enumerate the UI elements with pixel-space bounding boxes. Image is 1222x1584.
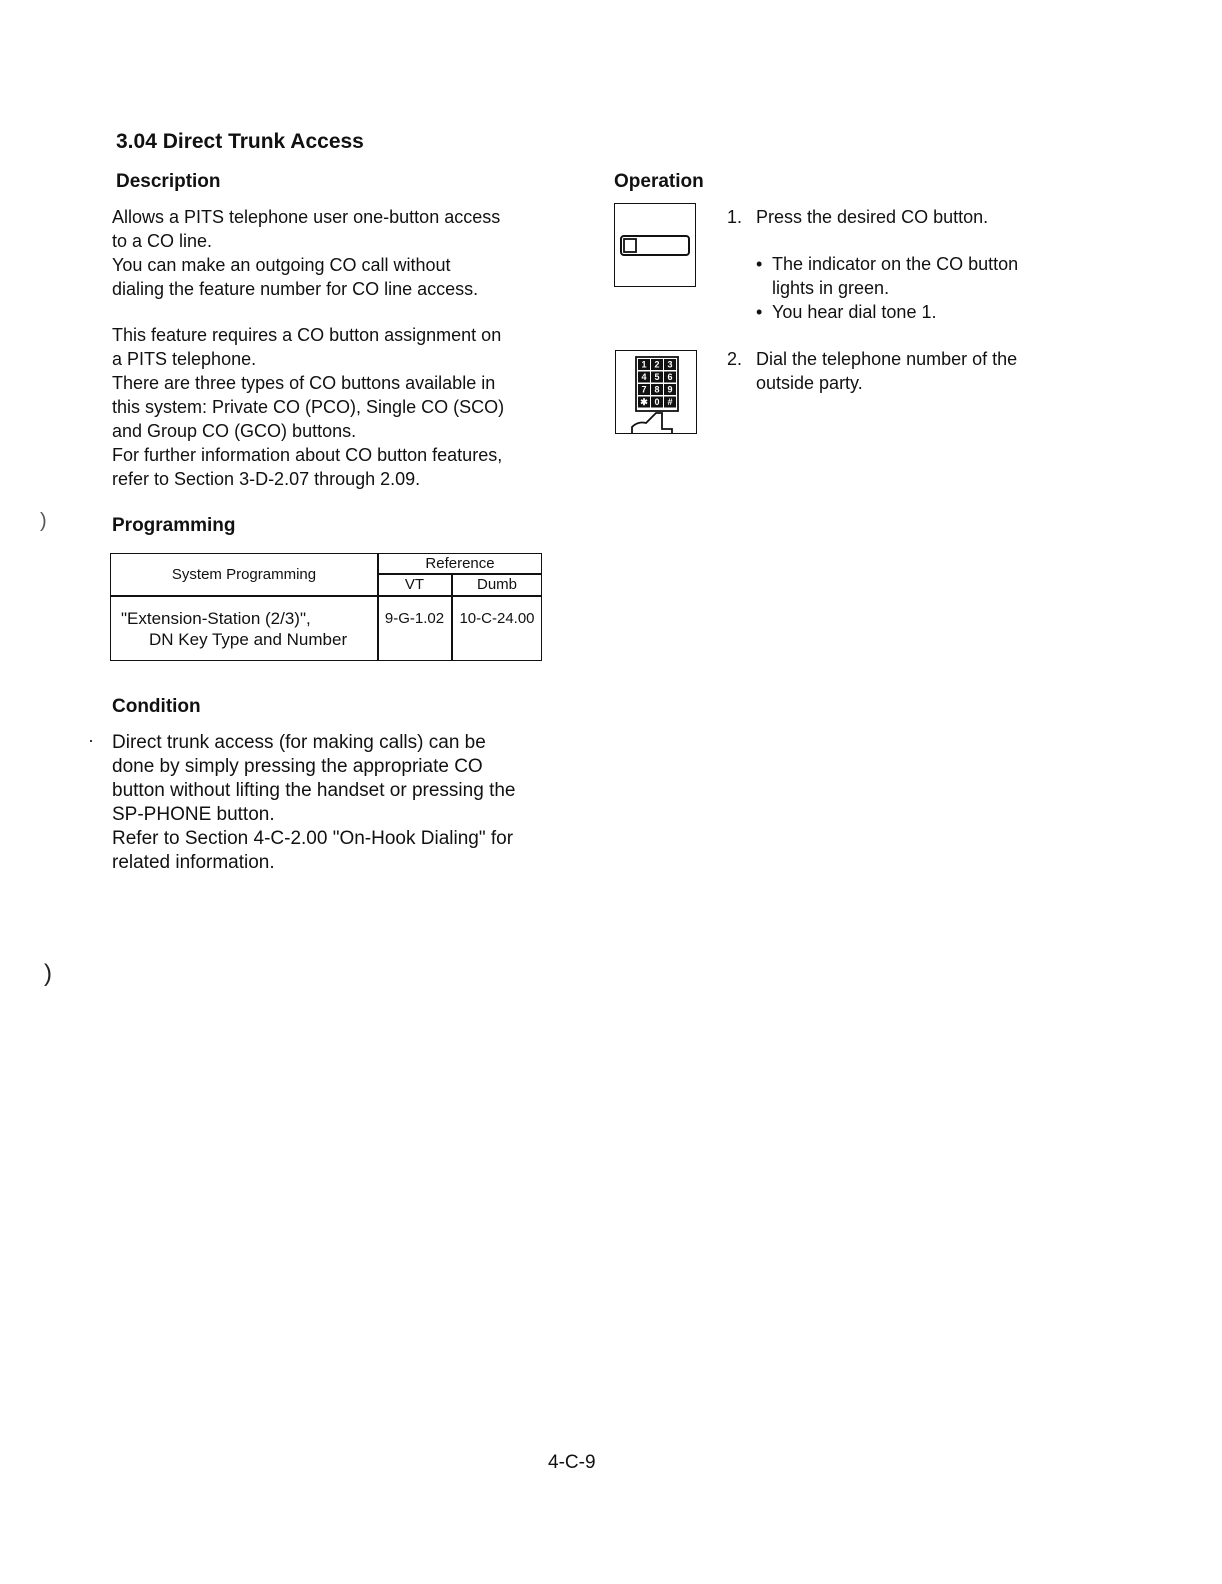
table-header-dumb: Dumb bbox=[476, 576, 517, 593]
condition-line: Direct trunk access (for making calls) can be bbox=[112, 732, 486, 753]
keypad-key-label: 8 bbox=[654, 384, 660, 395]
description-line: This feature requires a CO button assignment on bbox=[112, 325, 502, 345]
table-header-reference: Reference bbox=[425, 555, 495, 572]
keypad-key-label: 1 bbox=[641, 359, 647, 370]
step-2-line: Dial the telephone number of the bbox=[756, 349, 1018, 369]
programming-table bbox=[110, 553, 542, 661]
condition-text bbox=[112, 731, 562, 875]
bullet-line: You hear dial tone 1. bbox=[772, 302, 937, 322]
step-1-text: Press the desired CO button. bbox=[756, 207, 989, 227]
step-2-number: 2. bbox=[727, 349, 743, 369]
keypad-key-label: 0 bbox=[654, 397, 660, 407]
keypad-key-label: ✱ bbox=[640, 397, 648, 407]
step-1-number: 1. bbox=[727, 207, 743, 227]
programming-heading: Programming bbox=[112, 515, 236, 536]
table-row-label-line-1: "Extension-Station (2/3)", bbox=[121, 609, 311, 628]
description-paragraph-1 bbox=[112, 205, 557, 301]
condition-line: button without lifting the handset or pressing the bbox=[112, 780, 516, 801]
section-title: 3.04 Direct Trunk Access bbox=[116, 130, 364, 153]
condition-line: related information. bbox=[112, 852, 275, 873]
condition-line: SP-PHONE button. bbox=[112, 804, 275, 825]
table-cell-dumb: 10-C-24.00 bbox=[459, 610, 535, 627]
condition-line: Refer to Section 4-C-2.00 "On-Hook Dialing" for bbox=[112, 828, 514, 849]
dial-keypad-graphic bbox=[616, 351, 698, 435]
description-line: There are three types of CO buttons available in bbox=[112, 373, 496, 393]
description-heading: Description bbox=[116, 171, 221, 192]
description-line: refer to Section 3-D-2.07 through 2.09. bbox=[112, 469, 421, 489]
table-row-label bbox=[111, 597, 377, 650]
keypad-key-label: 4 bbox=[641, 372, 647, 382]
keypad-key-label: 5 bbox=[654, 372, 660, 382]
condition-line: done by simply pressing the appropriate CO bbox=[112, 756, 483, 777]
description-line: to a CO line. bbox=[112, 231, 213, 251]
keypad-key-label: 2 bbox=[654, 359, 660, 370]
description-line: and Group CO (GCO) buttons. bbox=[112, 421, 357, 441]
keypad-key-label: 7 bbox=[641, 384, 647, 395]
keypad-key-label: 6 bbox=[667, 372, 673, 382]
keypad-key-label: # bbox=[667, 397, 673, 407]
description-line: You can make an outgoing CO call without bbox=[112, 255, 451, 275]
description-paragraph-2 bbox=[112, 323, 557, 491]
description-line: a PITS telephone. bbox=[112, 349, 257, 369]
scan-mark: ) bbox=[44, 960, 52, 987]
step-1-bullets bbox=[756, 252, 1076, 324]
co-button-icon bbox=[614, 203, 696, 287]
table-header-system-programming: System Programming bbox=[171, 566, 317, 583]
step-2-text bbox=[756, 347, 1076, 395]
description-line: Allows a PITS telephone user one-button access bbox=[112, 207, 501, 227]
keypad-key-label: 9 bbox=[667, 384, 673, 395]
description-line: this system: Private CO (PCO), Single CO (SCO) bbox=[112, 397, 505, 417]
page-number: 4-C-9 bbox=[548, 1452, 596, 1473]
bullet-line: lights in green. bbox=[772, 278, 890, 298]
condition-bullet: · bbox=[88, 730, 94, 750]
description-line: For further information about CO button features, bbox=[112, 445, 503, 465]
step-1-bullet bbox=[756, 252, 1076, 300]
table-header-vt: VT bbox=[404, 576, 425, 593]
step-2-line: outside party. bbox=[756, 373, 863, 393]
scan-mark: ) bbox=[40, 510, 47, 532]
bullet-line: The indicator on the CO button bbox=[772, 254, 1019, 274]
operation-heading: Operation bbox=[614, 171, 704, 192]
table-row-label-line-2: DN Key Type and Number bbox=[149, 630, 348, 649]
condition-heading: Condition bbox=[112, 696, 201, 717]
dial-keypad-icon bbox=[615, 350, 697, 434]
table-cell-vt: 9-G-1.02 bbox=[384, 610, 445, 627]
keypad-key-label: 3 bbox=[667, 359, 673, 370]
co-button-graphic bbox=[615, 204, 697, 288]
description-line: dialing the feature number for CO line access. bbox=[112, 279, 479, 299]
step-1-bullet bbox=[756, 300, 1076, 324]
